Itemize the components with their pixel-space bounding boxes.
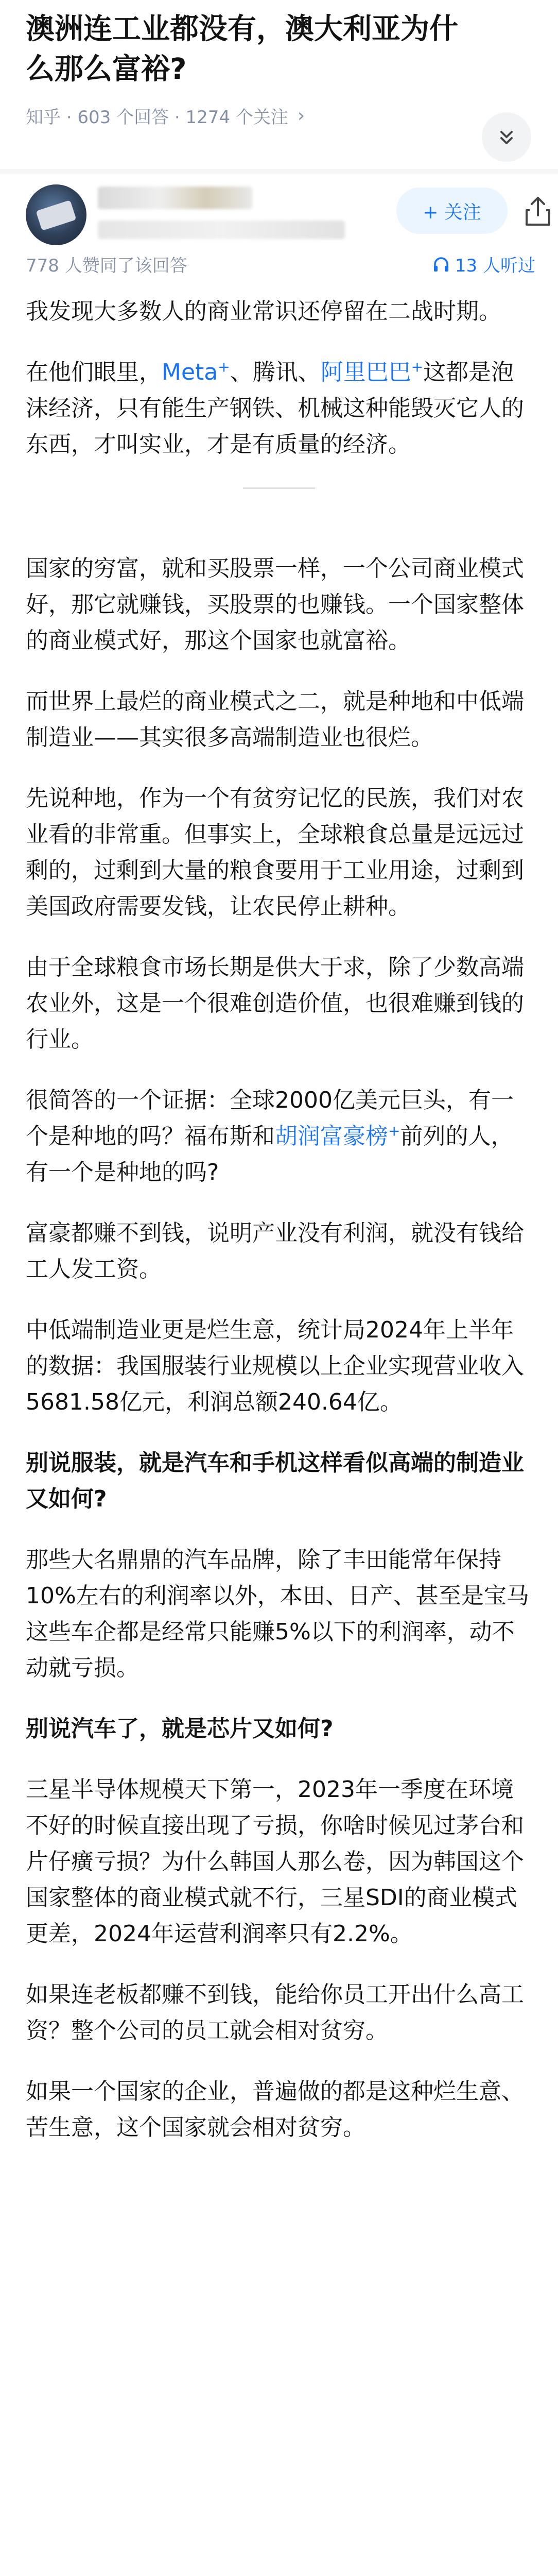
paragraph: 那些大名鼎鼎的汽车品牌，除了丰田能常年保持10%左右的利润率以外，本田、日产、甚至是宝马这些车企都是经常只能赚5%以下的利润率，动不动就亏损。 bbox=[26, 1547, 529, 1681]
paragraph: 三星半导体规模天下第一，2023年一季度在环境不好的时候直接出现了亏损，你啥时候见过茅台和片仔癀亏损？为什么韩国人那么卷，因为韩国这个国家整体的商业模式就不行，三星SDI的商业模式更差，2024年运营利润率只有2.2%。 bbox=[26, 1776, 524, 1947]
upvote-count: 778 人赞同了该回答 bbox=[26, 256, 187, 276]
section-divider bbox=[243, 487, 315, 489]
link-hurun[interactable]: 胡润富豪榜 bbox=[275, 1123, 388, 1149]
paragraph: 国家的穷富，就和买股票一样，一个公司商业模式好，那它就赚钱，买股票的也赚钱。一个国家整体的商业模式好，那这个国家也就富裕。 bbox=[26, 555, 524, 654]
question-title[interactable]: 澳洲连工业都没有，澳大利亚为什么那么富裕? bbox=[26, 12, 458, 86]
link-alibaba[interactable]: 阿里巴巴 bbox=[320, 359, 411, 385]
paragraph: 中低端制造业更是烂生意，统计局2024年上半年的数据：我国服装行业规模以上企业实现营业收入5681.58亿元，利润总额240.64亿。 bbox=[26, 1317, 524, 1415]
paragraph: 先说种地，作为一个有贫穷记忆的民族，我们对农业看的非常重。但事实上，全球粮食总量是远远过剩的，过剩到大量的粮食要用于工业用途，过剩到美国政府需要发钱，让农民停止耕种。 bbox=[26, 785, 524, 920]
answer-content bbox=[26, 294, 532, 2171]
paragraph: 很简答的一个证据：全球2000亿美元巨头，有一个是种地的吗？福布斯和胡润富豪榜+前列的人，有一个是种地的吗? bbox=[26, 1087, 514, 1185]
avatar[interactable] bbox=[26, 184, 86, 245]
follow-button[interactable]: + 关注 bbox=[396, 188, 508, 234]
paragraph: 如果连老板都赚不到钱，能给你员工开出什么高工资？整个公司的员工就会相对贫穷。 bbox=[26, 1981, 524, 2044]
paragraph: 而世界上最烂的商业模式之二，就是种地和中低端制造业——其实很多高端制造业也很烂。 bbox=[26, 688, 524, 751]
question-meta-text: 知乎 · 603 个回答 · 1274 个关注 bbox=[26, 107, 288, 128]
question-meta[interactable] bbox=[26, 103, 305, 128]
chevron-right-icon: › bbox=[297, 105, 305, 126]
header-divider bbox=[0, 169, 558, 174]
link-meta[interactable]: Meta bbox=[162, 359, 218, 385]
chevron-down-double-icon bbox=[496, 127, 517, 147]
paragraph: 由于全球粮食市场长期是供大于求，除了少数高端农业外，这是一个很难创造价值，也很难赚到钱的行业。 bbox=[26, 954, 524, 1053]
listen-count: 13 人听过 bbox=[455, 256, 535, 276]
author-name-blurred[interactable] bbox=[98, 187, 252, 209]
author-bio-blurred bbox=[98, 221, 345, 239]
author-row bbox=[26, 180, 535, 242]
bold-heading: 别说汽车了，就是芯片又如何? bbox=[26, 1716, 334, 1742]
paragraph: 如果一个国家的企业，普遍做的都是这种烂生意、苦生意，这个国家就会相对贫穷。 bbox=[26, 2078, 524, 2141]
headphones-icon bbox=[432, 256, 450, 273]
bold-heading: 别说服装，就是汽车和手机这样看似高端的制造业又如何? bbox=[26, 1450, 524, 1512]
paragraph: 在他们眼里，Meta+、腾讯、阿里巴巴+这都是泡沫经济，只有能生产钢铁、机械这种能毁灭它人的东西，才叫实业，才是有质量的经济。 bbox=[26, 358, 524, 457]
link-plus-icon: + bbox=[411, 358, 424, 376]
share-button[interactable] bbox=[520, 191, 556, 232]
paragraph: 富豪都赚不到钱，说明产业没有利润，就没有钱给工人发工资。 bbox=[26, 1220, 524, 1282]
share-icon bbox=[524, 195, 552, 228]
paragraph: 我发现大多数人的商业常识还停留在二战时期。 bbox=[26, 298, 501, 325]
listen-button[interactable] bbox=[432, 251, 535, 277]
link-plus-icon: + bbox=[388, 1122, 400, 1140]
collapse-button[interactable] bbox=[482, 112, 531, 162]
answer-stats bbox=[26, 251, 535, 277]
link-plus-icon: + bbox=[218, 358, 230, 376]
